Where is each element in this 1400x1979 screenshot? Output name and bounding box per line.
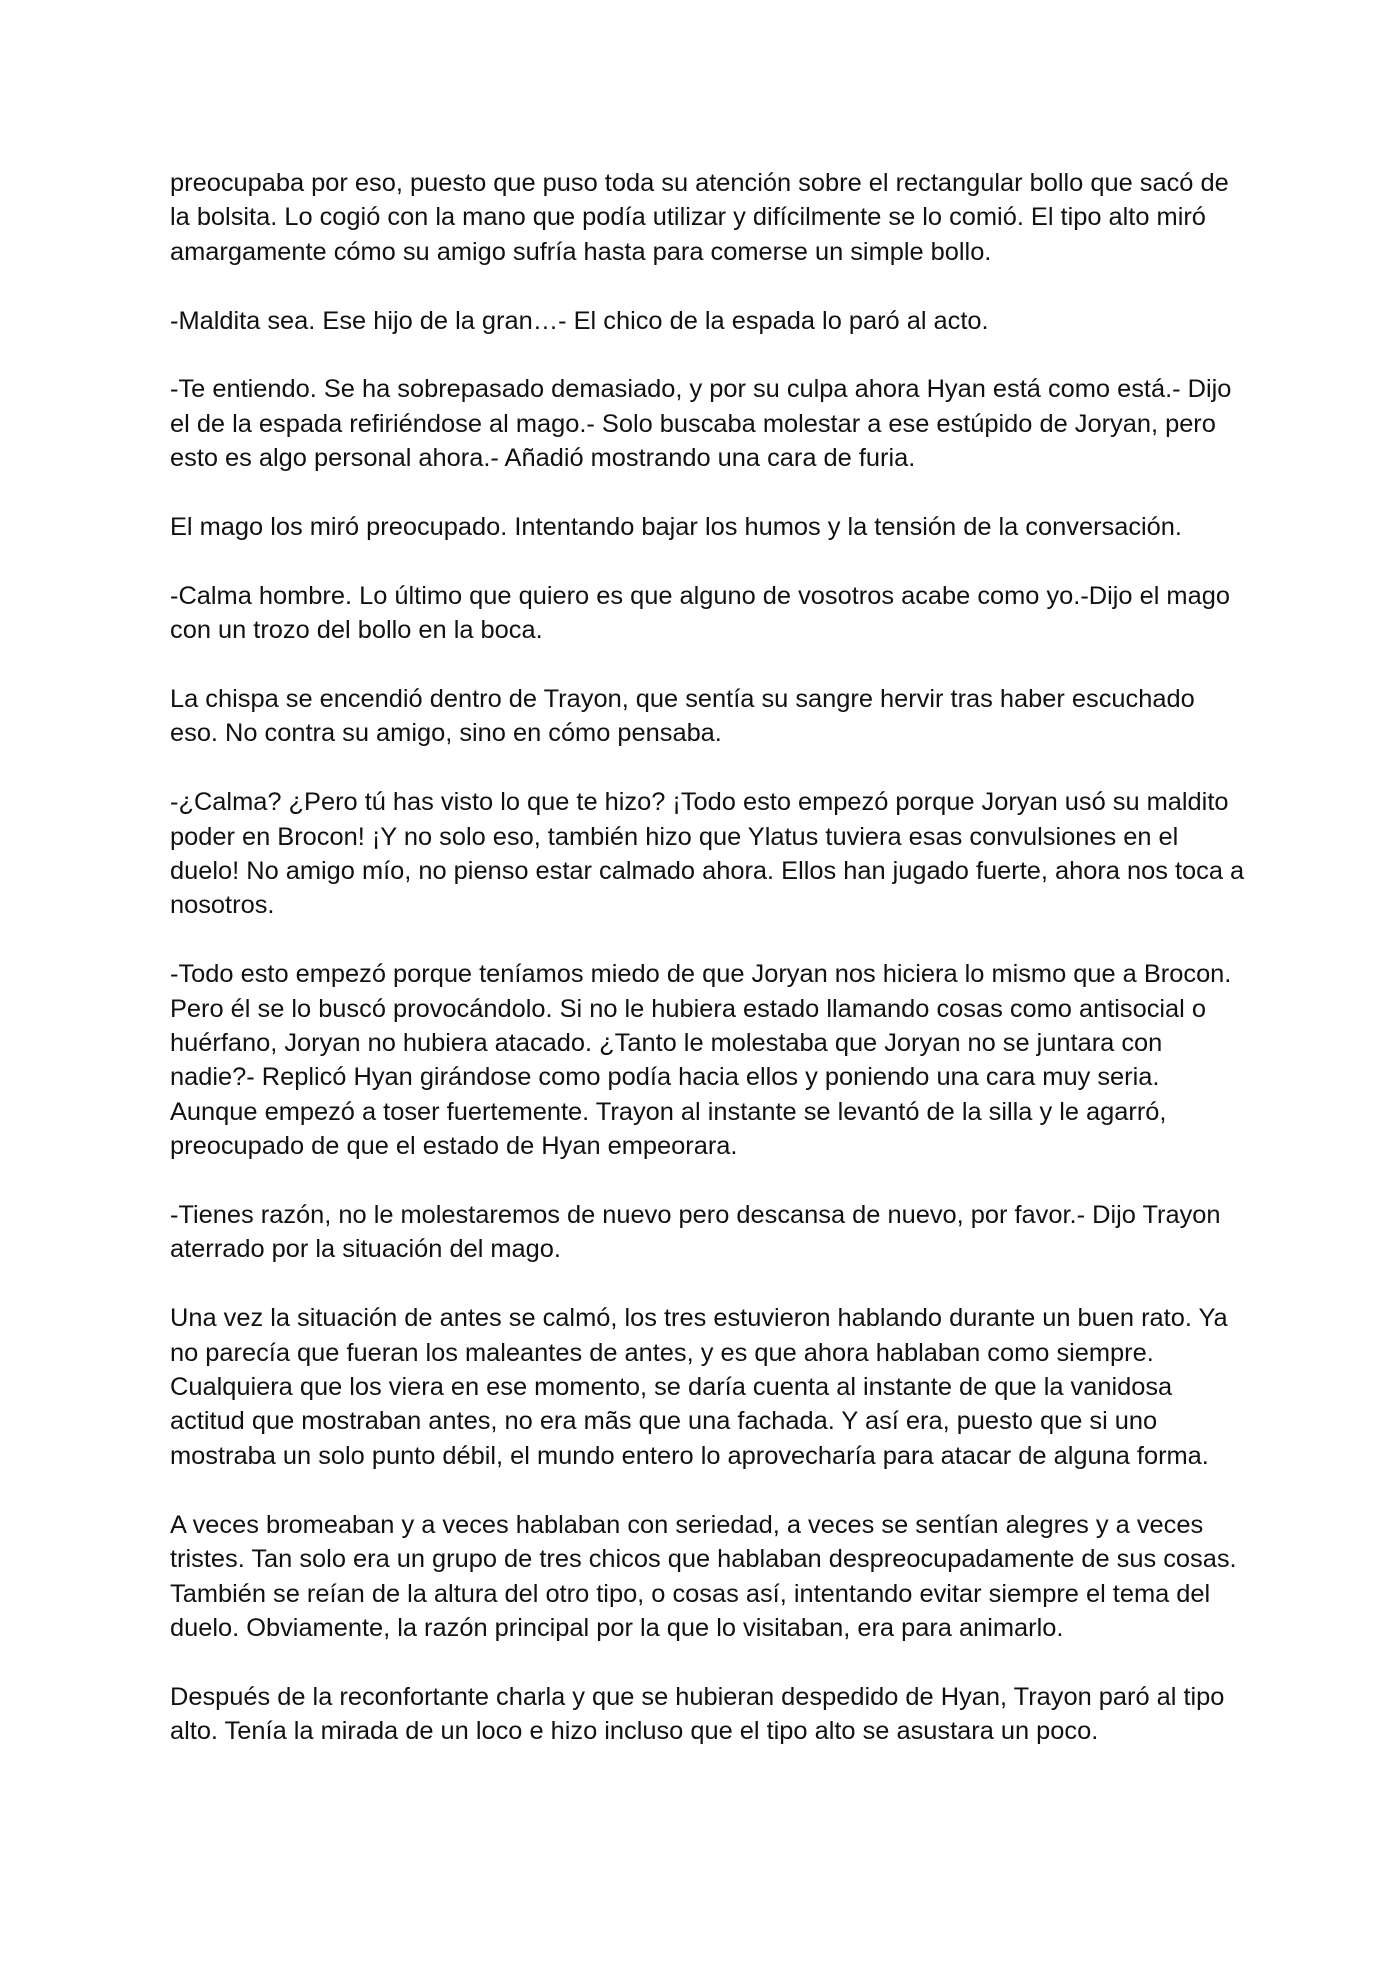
paragraph-3: -Te entiendo. Se ha sobrepasado demasiado, y por su culpa ahora Hyan está como está.- Dijo el de la espada refiriéndose al mago.- Solo buscaba molestar a ese estúpido de Joryan, pero esto es algo personal ahora.- Añadió mostrando una cara de furia. xyxy=(170,375,1232,473)
paragraph-10: Una vez la situación de antes se calmó, los tres estuvieron hablando durante un buen rato. Ya no parecía que fueran los maleantes de antes, y es que ahora hablaban como siempre. Cualquiera que los viera en ese momento, se daría cuenta al instante de que la vanidosa actitud que mostraban antes, no era mãs que una fachada. Y así era, puesto que si uno mostraba un solo punto débil, el mundo entero lo aprovecharía para atacar de alguna forma. xyxy=(170,1304,1228,1470)
paragraph-2: -Maldita sea. Ese hijo de la gran…- El chico de la espada lo paró al acto. xyxy=(170,306,989,335)
paragraph-11: A veces bromeaban y a veces hablaban con seriedad, a veces se sentían alegres y a veces tristes. Tan solo era un grupo de tres chicos que hablaban despreocupadamente de sus cosas. También se reían de la altura del otro tipo, o cosas así, intentando evitar siempre el tema del duelo. Obviamente, la razón principal por la que lo visitaban, era para animarlo. xyxy=(170,1510,1237,1642)
paragraph-9: -Tienes razón, no le molestaremos de nuevo pero descansa de nuevo, por favor.- Dijo Trayon aterrado por la situación del mago. xyxy=(170,1201,1221,1264)
paragraph-12: Después de la reconfortante charla y que se hubieran despedido de Hyan, Trayon paró al tipo alto. Tenía la mirada de un loco e hizo incluso que el tipo alto se asustara un poco. xyxy=(170,1682,1225,1746)
paragraph-4: El mago los miró preocupado. Intentando bajar los humos y la tensión de la conversación. xyxy=(170,513,1182,542)
paragraph-5: -Calma hombre. Lo último que quiero es que alguno de vosotros acabe como yo.-Dijo el mago con un trozo del bollo en la boca. xyxy=(170,581,1230,645)
paragraph-8: -Todo esto empezó porque teníamos miedo de que Joryan nos hiciera lo mismo que a Brocon. Pero él se lo buscó provocándolo. Si no le hubiera estado llamando cosas como antisocial o huérfano, Joryan no hubiera atacado. ¿Tanto le molestaba que Joryan no se juntara con nadie?- Replicó Hyan girándose como podía hacia ellos y poniendo una cara muy seria. Aunque empezó a toser fuertemente. Trayon al instante se levantó de la silla y le agarró, preocupado de que el estado de Hyan empeorara. xyxy=(170,960,1232,1161)
paragraph-6: La chispa se encendió dentro de Trayon, que sentía su sangre hervir tras haber escuchado eso. No contra su amigo, sino en cómo pensaba. xyxy=(170,685,1195,748)
document-page xyxy=(170,166,1245,1749)
paragraph-1: preocupaba por eso, puesto que puso toda su atención sobre el rectangular bollo que sacó de la bolsita. Lo cogió con la mano que podía utilizar y difícilmente se lo comió. El tipo alto miró amargamente cómo su amigo sufría hasta para comerse un simple bollo. xyxy=(170,169,1229,266)
paragraph-7: -¿Calma? ¿Pero tú has visto lo que te hizo? ¡Todo esto empezó porque Joryan usó su maldito poder en Brocon! ¡Y no solo eso, también hizo que Ylatus tuviera esas convulsiones en el duelo! No amigo mío, no pienso estar calmado ahora. Ellos han jugado fuerte, ahora nos toca a nosotros. xyxy=(170,788,1245,920)
